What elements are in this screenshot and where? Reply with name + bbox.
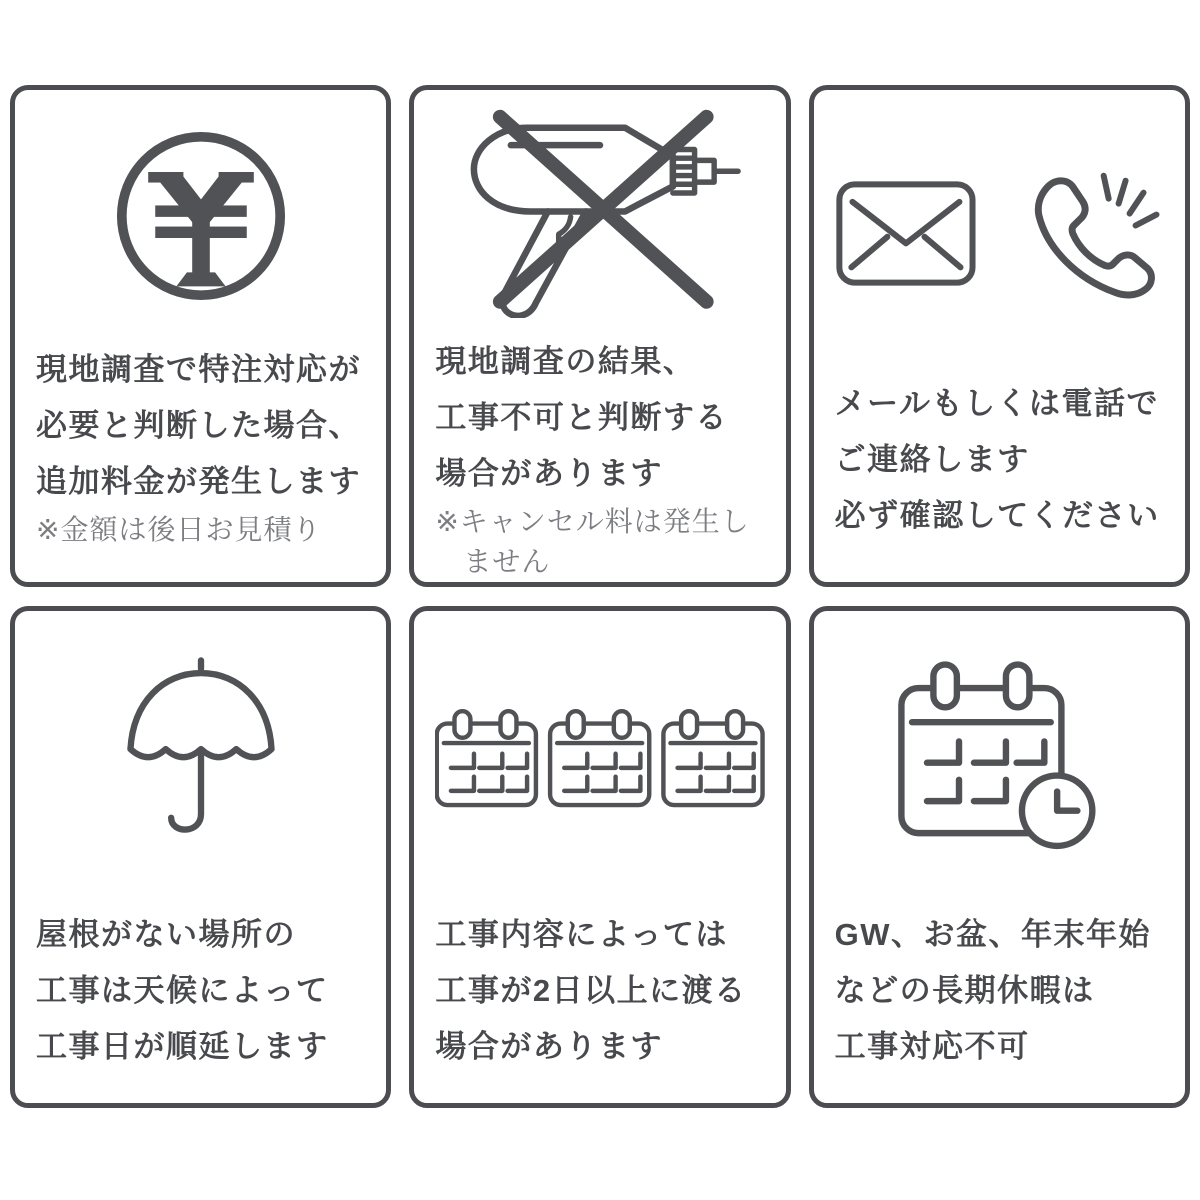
card-text [36,342,365,550]
card-icon-area [435,90,764,334]
phone-icon [1015,162,1164,304]
card-text-line: 必要と判断した場合、 [36,408,361,443]
card-text-line: 追加料金が発生します [36,464,361,499]
card-text-line: 場合があります [435,1029,663,1064]
card-text [435,334,764,582]
card-text-line: ご連絡します [834,442,1030,477]
card-icon-area [835,611,1164,907]
card-holidays [809,606,1190,1108]
card-text [36,907,365,1075]
card-text-line: 工事不可と判断する [435,400,728,435]
yen-circle-icon [113,128,289,304]
card-extra-fee [10,85,391,587]
card-text [835,907,1164,1075]
card-text-line: 屋根がない場所の [36,917,296,952]
card-text-line: メールもしくは電話で [834,386,1160,421]
card-text [435,907,764,1075]
card-multiday [409,606,790,1108]
card-text-line: 必ず確認してください [834,498,1160,533]
mail-icon [835,177,977,290]
card-icon-area [36,611,365,907]
card-contact [809,85,1190,587]
card-text-line: 現地調査で特注対応が [36,352,361,387]
no-drill-icon [452,106,748,318]
card-text-line: などの長期休暇は [834,973,1095,1008]
card-text-line: 工事対応不可 [834,1029,1030,1064]
card-icon-area [36,90,365,342]
card-no-construction [409,85,790,587]
card-text-line: 工事内容によっては [435,917,728,952]
umbrella-icon [115,655,287,863]
card-text-line: 工事は天候によって [36,973,329,1008]
card-text-line: 現地調査の結果、 [435,344,696,379]
calendar-clock-icon [895,660,1103,858]
card-note: ※キャンセル料は発生しません [435,506,750,577]
card-icon-area [835,90,1164,376]
card-text-line: 工事日が順延します [36,1029,329,1064]
card-icon-area [435,611,764,907]
card-weather [10,606,391,1108]
card-text-line: 工事が2日以上に渡る [435,973,747,1008]
card-text-line: GW、お盆、年末年始 [834,917,1152,952]
card-note: ※金額は後日お見積り [36,514,322,545]
three-calendars-icon [435,707,764,811]
card-text-line: 場合があります [435,456,663,491]
card-text [835,376,1164,544]
